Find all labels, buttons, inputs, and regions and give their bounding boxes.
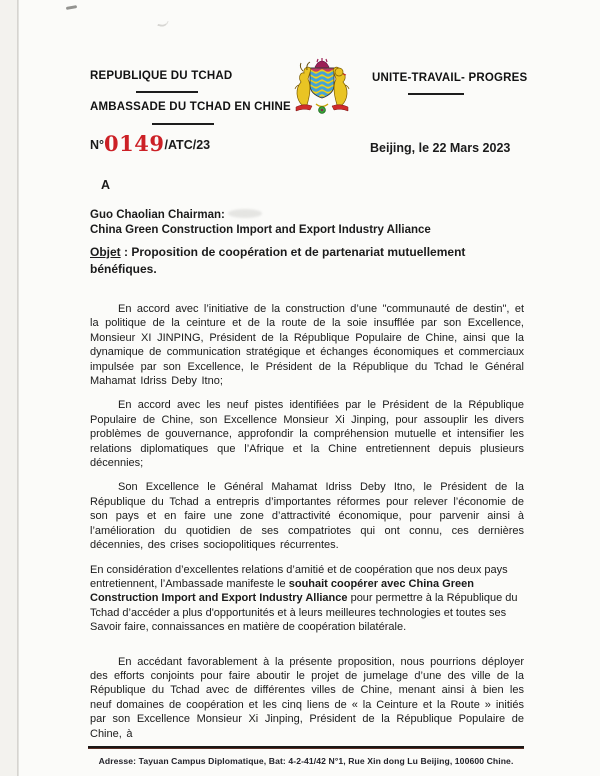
subject-line [90,244,524,277]
paragraph-segment: En considération d’excellentes relations d’amitié et de coopération que nos deux pays entretiennent, l’Ambassade manifeste le [90,563,508,590]
goat-supporter-icon [295,62,311,105]
separator-rule [152,123,214,125]
country-name: REPUBLIQUE DU TCHAD [90,70,233,82]
fold-mark [157,19,168,28]
body-paragraph: Son Excellence le Général Mahamat Idriss Deby Itno, le Président de la République du Tchad a entrepris d’importantes réformes pour relever l’économie de son pays et en faire une zone d’attractivité économique, pour parvenir ainsi à l’amélioration du quotidien de ses compatriotes qui ont connu, ces dernières décennies, des crises sociopolitiques récurrentes. [90,481,524,552]
lion-supporter-icon [333,67,349,105]
to-label: A [101,178,111,192]
reference-suffix: /ATC/23 [164,138,211,152]
subject-separator: : [120,245,132,259]
recipient-block [90,208,431,238]
coat-of-arms-svg [286,58,358,122]
scan-edge-strip [0,0,17,776]
letterhead-left [90,70,291,125]
letterhead-right [372,72,527,95]
footer-address: Adresse: Tayuan Campus Diplomatique, Bat: 4-2-41/42 N°1, Rue Xin dong Lu Beijing, 100600 Chine. [98,756,514,766]
reference-prefix: N° [90,138,105,152]
chad-coat-of-arms-icon [286,58,358,122]
institution-name: AMBASSADE DU TCHAD EN CHINE [90,101,291,113]
separator-rule [408,93,464,95]
footer-rule [88,746,524,749]
reference-serial: 0149 [104,131,165,156]
separator-rule [136,91,198,93]
dateline: Beijing, le 22 Mars 2023 [370,141,511,155]
recipient-organization: China Green Construction Import and Export Industry Alliance [90,224,431,236]
scan-edge-line [17,0,19,776]
subject-text: Proposition de coopération et de partenariat mutuellement bénéfiques. [90,245,466,276]
national-motto: UNITE-TRAVAIL- PROGRES [372,72,528,84]
paragraph-segment: pour permettre à la République du Tchad d’accéder a plus d'opportunités et à leurs meilleures technologies et toutes ses Savoir faire, connaissances en matière de coopération bilatérale. [90,592,518,634]
reference-number [90,133,210,154]
staple-mark [66,5,77,10]
body-paragraph [90,563,524,635]
body-paragraph: En accord avec les neuf pistes identifiées par le Président de la République Populaire de Chine, son Excellence Monsieur Xi Jinping, pour assouplir les divers problèmes de gouvernance, approfondir la compréhension mutuelle et intensifier les relations diplomatiques que l’Afrique et la Chine entretiennent depuis plusieurs décennies; [90,399,524,470]
body-paragraph: En accédant favorablement à la présente proposition, nous pourrions déployer des efforts conjoints pour faire aboutir le projet de jumelage d’une des ville de la République du Tchad avec de différentes villes de Chine, menant ainsi à bien les neuf domaines de coopération et les cinq liens de « la Ceinture et la Route » initiés par son Excellence Monsieur Xi Jinping, Président de la République Populaire de Chine, à [90,655,524,740]
letter-body [90,302,524,751]
recipient-name: Guo Chaolian Chairman: [90,209,225,221]
body-paragraph: En accord avec l’initiative de la construction d’une "communauté de destin", et la politique de la ceinture et de la route de la soie insufflée par son Excellence, Monsieur XI JINPING, Président de la République Populaire de Chine, ainsi que la dynamique de communication stratégique et échanges économiques et commerciaux impulsée par son Excellence, le Président de la République du Tchad le Général Mahamat Idriss Deby Itno; [90,303,524,388]
subject-label: Objet [90,245,121,259]
paragraph-segment-bold: souhait coopérer avec China Green Construction Import and Export Industry Alliance [90,577,474,605]
